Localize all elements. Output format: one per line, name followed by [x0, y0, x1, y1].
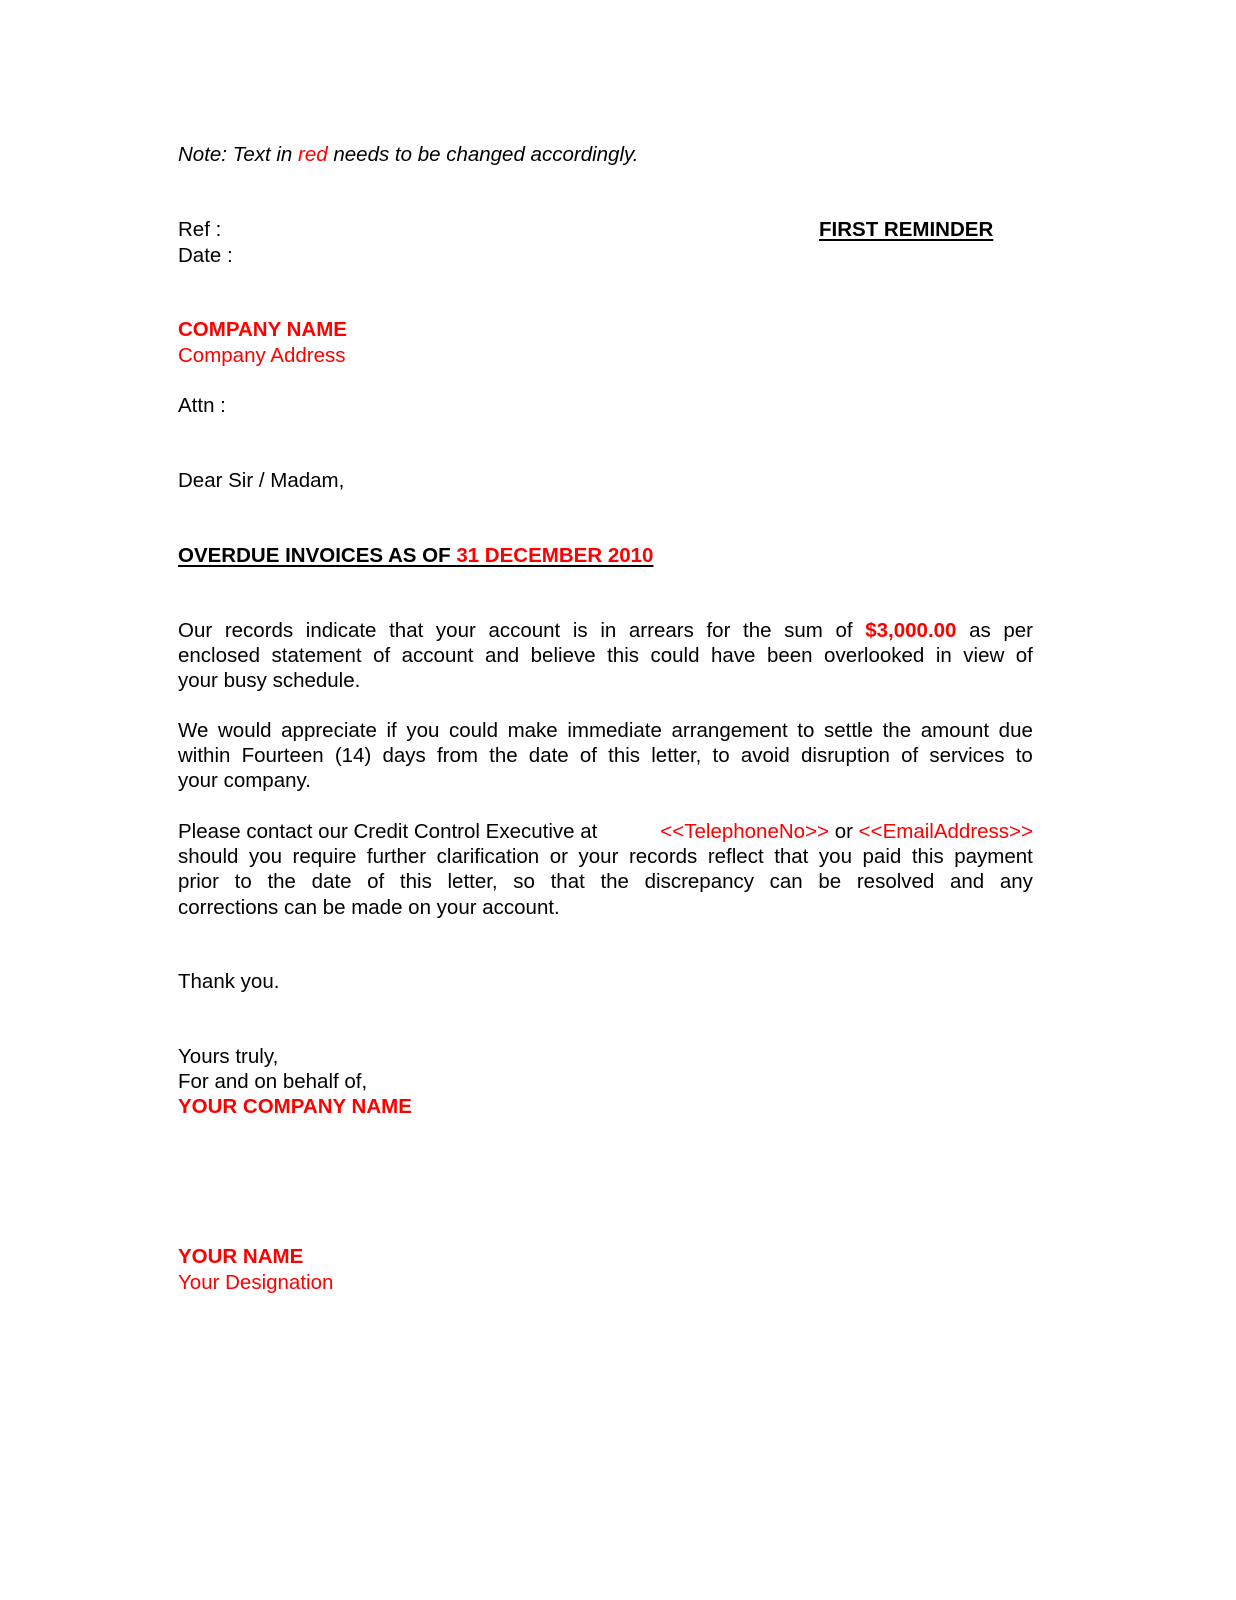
- thank-you: Thank you.: [178, 970, 280, 993]
- contact-prefix: Please contact our Credit Control Executive at: [178, 820, 604, 843]
- paragraph-2-line-3: your company.: [178, 769, 311, 793]
- overdue-amount: $3,000.00: [865, 619, 957, 642]
- sender-name: YOUR NAME: [178, 1245, 304, 1268]
- sender-designation: Your Designation: [178, 1271, 334, 1294]
- ref-label: Ref :: [178, 218, 222, 241]
- body-paragraph-2: [178, 718, 1033, 794]
- subject-date: 31 DECEMBER 2010: [456, 544, 654, 567]
- recipient-company-name: COMPANY NAME: [178, 318, 347, 341]
- note-red-word: red: [298, 143, 328, 166]
- email-placeholder: <<EmailAddress>>: [858, 820, 1033, 843]
- paragraph-3-line-4: corrections can be made on your account.: [178, 895, 560, 919]
- paragraph-2-line-1: We would appreciate if you could make immediate arrangement to settle the amount due: [178, 719, 1033, 742]
- subject-prefix: OVERDUE INVOICES AS OF: [178, 544, 457, 567]
- note-suffix: needs to be changed accordingly.: [327, 143, 639, 166]
- paragraph-1-line-3: your busy schedule.: [178, 669, 361, 693]
- yours-truly: Yours truly,: [178, 1045, 279, 1068]
- body-paragraph-3: [178, 819, 1033, 920]
- subject-line: [178, 543, 653, 568]
- reminder-title: FIRST REMINDER: [819, 218, 994, 241]
- salutation: Dear Sir / Madam,: [178, 469, 345, 492]
- note-prefix: Note: Text in: [178, 143, 299, 166]
- instruction-note: [178, 142, 638, 167]
- paragraph-3-line-1: [178, 819, 1033, 844]
- attn-label: Attn :: [178, 394, 226, 417]
- on-behalf-of: For and on behalf of,: [178, 1070, 368, 1093]
- contact-or: or: [829, 820, 859, 843]
- body-paragraph-1: [178, 618, 1033, 694]
- paragraph-3-line-2: should you require further clarification or your records reflect that you paid this payment: [178, 845, 1033, 869]
- paragraph-2-line-2: within Fourteen (14) days from the date of this letter, to avoid disruption of services to: [178, 744, 1033, 768]
- sender-company-name: YOUR COMPANY NAME: [178, 1095, 412, 1118]
- date-label: Date :: [178, 244, 233, 267]
- paragraph-1-line-1: Our records indicate that your account is in arrears for the sum of $3,000.00 as per: [178, 619, 1033, 642]
- paragraph-1-line-2: enclosed statement of account and believe this could have been overlooked in view of: [178, 644, 1033, 668]
- recipient-company-address: Company Address: [178, 344, 346, 367]
- telephone-placeholder: <<TelephoneNo>>: [660, 820, 830, 843]
- paragraph-3-line-3: prior to the date of this letter, so that the discrepancy can be resolved and any: [178, 870, 1033, 894]
